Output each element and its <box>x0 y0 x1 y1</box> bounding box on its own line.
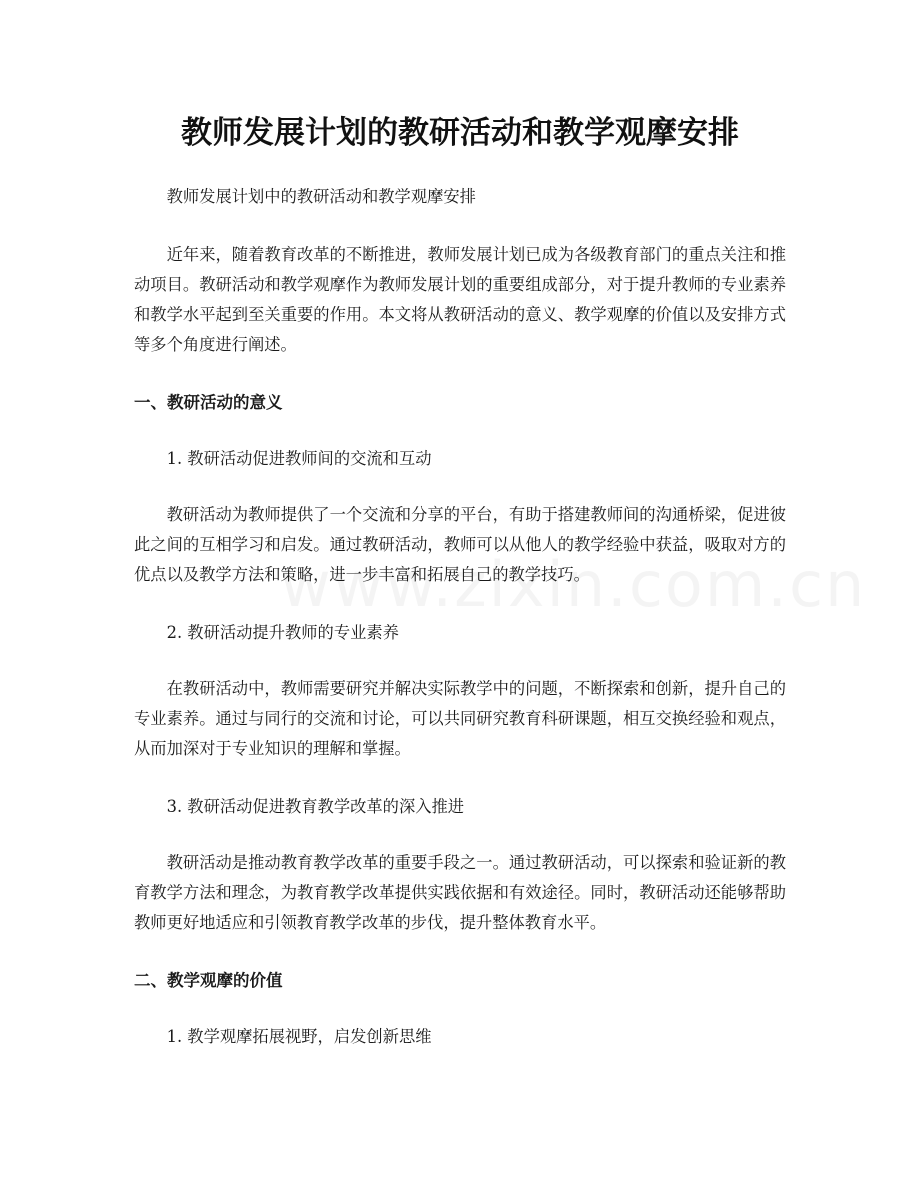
item-body-1-2: 在教研活动中，教师需要研究并解决实际教学中的问题，不断探索和创新，提升自己的专业素养。通过与同行的交流和讨论，可以共同研究教育科研课题，相互交换经验和观点，从而加深对于专业知识的理解和掌握。 <box>134 679 786 758</box>
document-subtitle: 教师发展计划中的教研活动和教学观摩安排 <box>166 187 476 206</box>
document-title: 教师发展计划的教研活动和教学观摩安排 <box>181 115 739 151</box>
item-title-2-1: 1. 教学观摩拓展视野，启发创新思维 <box>166 1027 432 1046</box>
section-heading-1: 一、教研活动的意义 <box>134 393 283 412</box>
section-heading-2: 二、教学观摩的价值 <box>134 971 283 990</box>
item-title-1-3: 3. 教研活动促进教育教学改革的深入推进 <box>166 797 465 816</box>
item-body-1-1: 教研活动为教师提供了一个交流和分享的平台，有助于搭建教师间的沟通桥梁，促进彼此之间的互相学习和启发。通过教研活动，教师可以从他人的教学经验中获益，吸取对方的优点以及教学方法和策略，进一步丰富和拓展自己的教学技巧。 <box>134 505 786 584</box>
item-title-1-2: 2. 教研活动提升教师的专业素养 <box>166 623 399 642</box>
document-body <box>134 182 786 1078</box>
item-title-1-1: 1. 教研活动促进教师间的交流和互动 <box>166 449 432 468</box>
item-body-1-3: 教研活动是推动教育教学改革的重要手段之一。通过教研活动，可以探索和验证新的教育教学方法和理念，为教育教学改革提供实践依据和有效途径。同时，教研活动还能够帮助教师更好地适应和引领教育教学改革的步伐，提升整体教育水平。 <box>134 853 786 932</box>
intro-paragraph: 近年来，随着教育改革的不断推进，教师发展计划已成为各级教育部门的重点关注和推动项目。教研活动和教学观摩作为教师发展计划的重要组成部分，对于提升教师的专业素养和教学水平起到至关重要的作用。本文将从教研活动的意义、教学观摩的价值以及安排方式等多个角度进行阐述。 <box>134 245 786 354</box>
